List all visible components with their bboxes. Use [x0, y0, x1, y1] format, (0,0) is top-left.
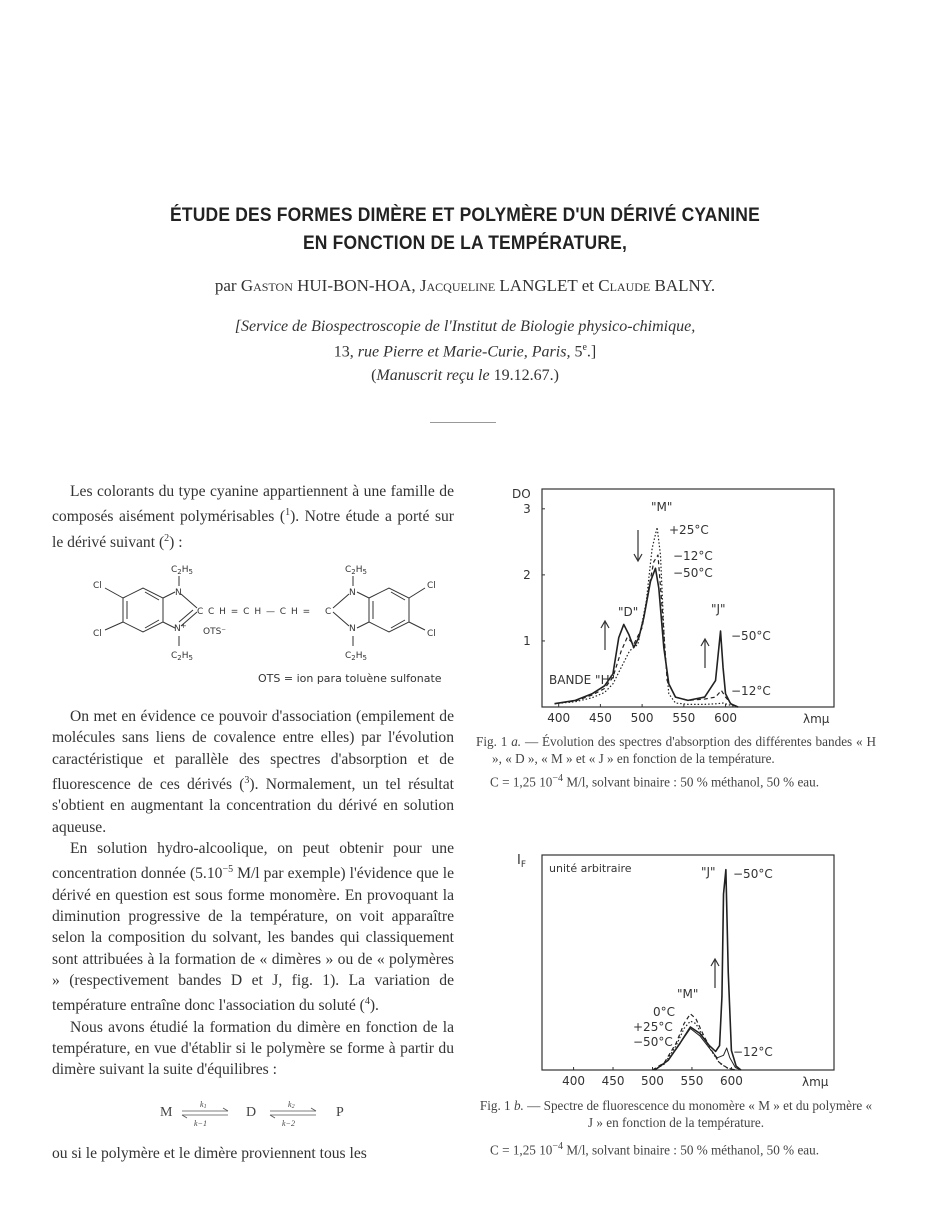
- temp-label-j-m50: −50°C: [733, 867, 773, 881]
- figure-1a-caption: [476, 733, 876, 790]
- cyanine-structure-diagram: [75, 552, 465, 692]
- paren-close: ): [553, 367, 559, 384]
- figure-1b-conditions: [476, 1135, 876, 1158]
- received-line: [0, 367, 930, 385]
- carbon-label: C: [197, 607, 204, 617]
- affiliation-line2: [0, 342, 930, 361]
- equilibrium-equation: [150, 1098, 370, 1128]
- arrow-up-icon: [601, 621, 609, 650]
- nitrogen-label: N: [349, 624, 356, 634]
- absorption-chart: [505, 482, 885, 727]
- footnote-ref[interactable]: 1: [285, 507, 291, 519]
- chlorine-label: Cl: [427, 629, 436, 639]
- plot-frame: [542, 855, 834, 1070]
- authors-and: et: [581, 276, 595, 295]
- text: En solution hydro-alcoolique, on peut obtenir pour une concentration donnée (5.10: [52, 839, 454, 883]
- x-tick-label: 600: [719, 1074, 743, 1088]
- carbon-label: C: [325, 607, 332, 617]
- text: ).: [369, 997, 379, 1015]
- arrow-up-icon: [711, 959, 719, 988]
- street-number: 13,: [333, 343, 354, 361]
- authors-prefix: par: [214, 276, 237, 295]
- nitrogen-plus-label: N+: [174, 622, 187, 634]
- header-separator: [430, 422, 496, 423]
- caption-label: Fig. 1: [476, 734, 508, 749]
- author-last-name: BALNY: [654, 276, 711, 295]
- authors-line: [0, 276, 930, 296]
- ethyl-group-label: $C_2H_5$: [345, 565, 368, 576]
- ethyl-group-label: $C_2H_5$: [171, 565, 194, 576]
- text: Nous avons étudié la formation du dimère en fonction de la température, en vue d'établir si le polymère se forme à partir du dimère suivant la suite d'équilibres :: [52, 1018, 454, 1079]
- band-d-label: "D": [618, 605, 639, 619]
- authors-separator: ,: [411, 276, 416, 295]
- body-paragraphs: [52, 706, 454, 1081]
- paragraph-continuation: [52, 1143, 454, 1164]
- caption-letter: b.: [513, 1098, 524, 1113]
- rate-k-2: k−2: [282, 1119, 295, 1128]
- exponent: −4: [552, 1141, 564, 1152]
- band-j-label: "J": [711, 602, 726, 616]
- x-axis-label: λmμ: [802, 1075, 829, 1089]
- counterion-label: OTS⁻: [203, 627, 227, 637]
- text: ou si le polymère et le dimère proviennent tous les: [52, 1145, 367, 1162]
- author-last-name: LANGLET: [499, 276, 578, 295]
- temp-label-0: 0°C: [653, 1005, 676, 1019]
- text: ). Notre étude a porté sur le dérivé suivant (: [52, 508, 454, 551]
- text: Les colorants du type cyanine appartiennent à une famille de composés aisément polymérisables (: [52, 483, 454, 526]
- rate-k1: k1: [200, 1100, 207, 1110]
- caption-text: — Évolution des spectres d'absorption des différentes bandes « H », « D », « M » et « J » en fonction de la température.: [492, 734, 877, 766]
- arrow-down-icon: [634, 530, 642, 561]
- species-p: P: [336, 1105, 344, 1120]
- conditions: C = 1,25 10: [490, 1142, 553, 1158]
- x-tick-label: 600: [714, 711, 737, 725]
- x-tick-label: 500: [641, 1074, 664, 1088]
- y-tick-label: 3: [523, 501, 531, 516]
- species-m: M: [160, 1105, 173, 1120]
- x-axis-label: λmμ: [803, 712, 830, 726]
- ethyl-group-label: $C_2H_5$: [171, 651, 194, 662]
- figure-1a: [505, 482, 885, 727]
- band-h-label: BANDE "H": [549, 673, 616, 687]
- arrondissement-sup: e: [582, 342, 587, 353]
- chlorine-label: Cl: [93, 629, 102, 639]
- affiliation-line1: [Service de Biospectroscopie de l'Institut de Biologie physico-chimique,: [234, 318, 696, 335]
- figure-1b-caption: [476, 1097, 876, 1131]
- x-tick-label: 400: [562, 1074, 586, 1088]
- author-first-name: Claude: [598, 276, 651, 295]
- polymethine-chain: C H = C H — C H =: [208, 607, 312, 617]
- received-date: 19.12.67.: [493, 367, 554, 384]
- arrondissement: 5: [574, 343, 583, 361]
- rate-k2: k2: [288, 1100, 295, 1110]
- chlorine-label: Cl: [427, 581, 436, 591]
- y-tick-label: 2: [523, 567, 531, 582]
- temp-label-j-m12: −12°C: [731, 684, 771, 698]
- temp-label-25: +25°C: [669, 523, 709, 537]
- band-m-label: "M": [677, 987, 699, 1001]
- received-label: Manuscrit reçu le: [376, 367, 490, 384]
- y-axis-label: DO: [512, 487, 531, 501]
- band-m-label: "M": [651, 500, 673, 514]
- conditions: C = 1,25 10: [490, 774, 553, 790]
- street-address: rue Pierre et Marie-Curie, Paris,: [357, 343, 571, 361]
- y-axis-label: $I_F$: [517, 853, 527, 870]
- species-d: D: [246, 1105, 257, 1120]
- affiliation-end: .]: [586, 343, 597, 361]
- paren-open: (: [371, 367, 377, 384]
- temp-label-m12: −12°C: [673, 549, 713, 563]
- footnote-ref[interactable]: 4: [364, 996, 370, 1008]
- article-title-line2: EN FONCTION DE LA TEMPÉRATURE,: [302, 233, 628, 254]
- x-tick-label: 550: [680, 1074, 704, 1088]
- fluorescence-chart: [505, 848, 885, 1093]
- rate-k-1: k−1: [194, 1119, 207, 1128]
- exponent: −4: [552, 773, 564, 784]
- author-first-name: Jacqueline: [419, 276, 496, 295]
- band-j-label: "J": [701, 865, 716, 879]
- text: On met en évidence ce pouvoir d'association (empilement de molécules sans liens de covalence entre elles) par l'évolution caractéristique et parallèle des spectres d'absorption et de fluorescence de ces dérivés (: [52, 708, 454, 794]
- x-tick-label: 400: [547, 711, 571, 725]
- article-title-line1: ÉTUDE DES FORMES DIMÈRE ET POLYMÈRE D'UN DÉRIVÉ CYANINE: [170, 205, 760, 226]
- y-unit-label: unité arbitraire: [549, 862, 632, 875]
- author-first-name: Gaston: [240, 276, 293, 295]
- authors-end: .: [710, 276, 716, 295]
- exponent: −5: [222, 864, 234, 876]
- footnote-ref[interactable]: 3: [244, 774, 250, 786]
- text: ). Normalement, un tel résultat s'obtient en augmentant la concentration du dérivé en solution aqueuse.: [52, 776, 454, 836]
- temp-label-m50: −50°C: [673, 566, 713, 580]
- left-benzene-ring: [123, 588, 163, 632]
- temp-label-j-m12: −12°C: [733, 1045, 773, 1059]
- x-tick-label: 450: [601, 1074, 625, 1088]
- footnote-ref[interactable]: 2: [164, 532, 170, 544]
- temp-label-25: +25°C: [633, 1020, 673, 1034]
- x-tick-label: 500: [630, 711, 654, 725]
- caption-letter: a.: [511, 734, 522, 749]
- text: M/l par exemple) l'évidence que le dérivé en question est sous forme monomère. En provoquant la diminution progressive de la température, on voit apparaître selon la composition du solvant, les bandes qui classiquement sont attribuées à la formation de « dimères » ou de « polymères » (respectivement bandes D et J, fig. 1). La variation de température entraîne donc l'association du soluté (: [52, 865, 455, 1015]
- caption-text: — Spectre de fluorescence du monomère « M » et du polymère « J » en fonction de la température.: [523, 1098, 873, 1130]
- x-tick-label: 550: [672, 711, 696, 725]
- figure-1b: [505, 848, 885, 1093]
- paragraph-intro: [52, 481, 454, 553]
- x-tick-label: 450: [588, 711, 612, 725]
- conditions: M/l, solvant binaire : 50 % méthanol, 50 % eau.: [563, 774, 820, 790]
- right-benzene-ring: [369, 588, 409, 632]
- arrow-up-icon: [701, 639, 709, 668]
- author-last-name: HUI-BON-HOA: [297, 276, 412, 295]
- temp-label-m50: −50°C: [633, 1035, 673, 1049]
- caption-label: Fig. 1: [479, 1098, 511, 1113]
- temp-label-j-m50: −50°C: [731, 629, 771, 643]
- conditions: M/l, solvant binaire : 50 % méthanol, 50 % eau.: [563, 1142, 820, 1158]
- chlorine-label: Cl: [93, 581, 102, 591]
- y-tick-label: 1: [523, 633, 531, 648]
- nitrogen-label: N: [349, 588, 356, 598]
- ots-legend: OTS = ion para toluène sulfonate: [258, 672, 442, 685]
- nitrogen-label: N: [175, 588, 182, 598]
- ethyl-group-label: $C_2H_5$: [345, 651, 368, 662]
- text: ) :: [169, 533, 183, 551]
